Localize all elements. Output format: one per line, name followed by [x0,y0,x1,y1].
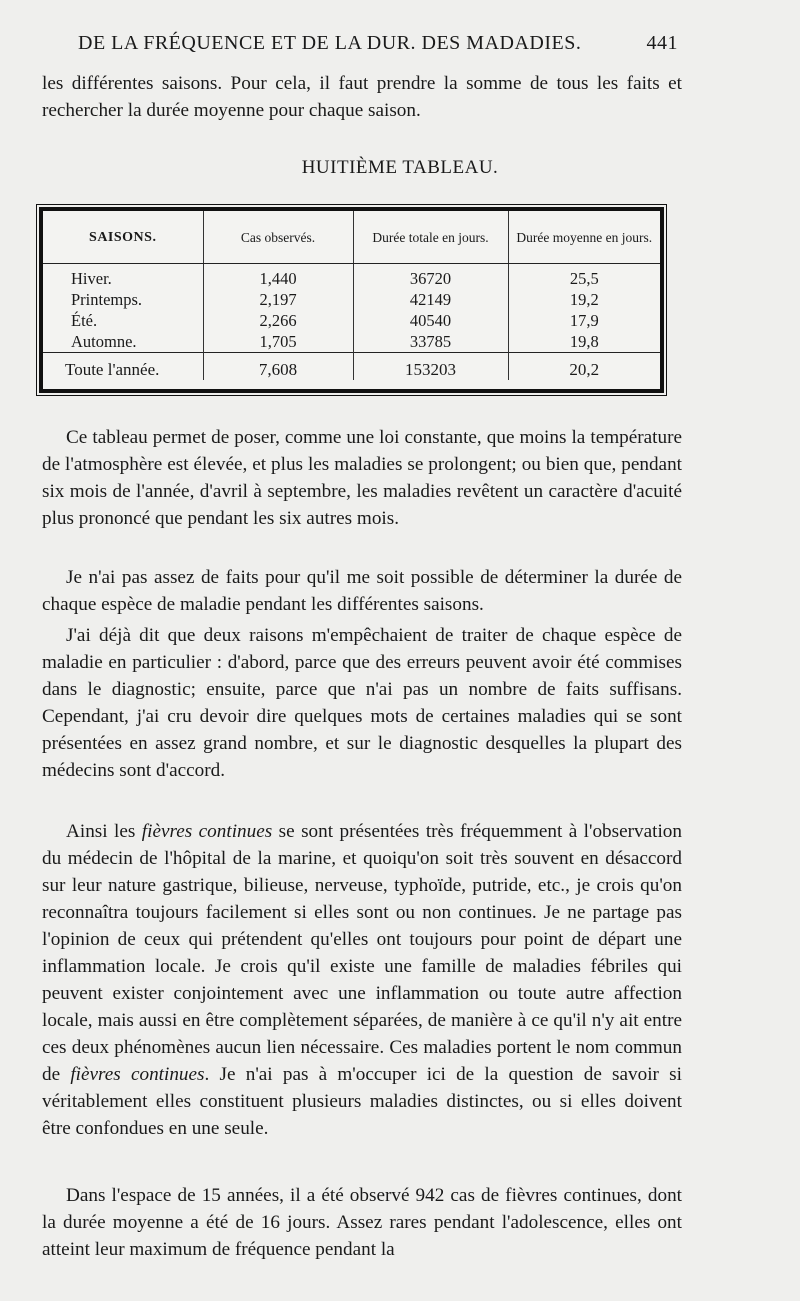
total-mean-cell: 20,2 [508,353,660,381]
column-header-cases: Cas observés. [203,211,353,264]
statistics-table-frame [39,207,664,393]
table-row [43,289,660,310]
total-cases-cell: 7,608 [203,353,353,381]
running-head [78,32,678,55]
mean-cell: 25,5 [508,264,660,290]
cases-cell: 1,705 [203,331,353,353]
column-header-seasons: SAISONS. [43,211,203,264]
paragraph-4-part-e: . Je n'ai pas à m'occuper ici de la question de savoir si véritablement elles constituent plusieurs maladies distinctes, ou si elles doivent être confondues en une seule. [42,1064,682,1139]
cases-cell: 2,197 [203,289,353,310]
mean-cell: 17,9 [508,310,660,331]
cases-cell: 1,440 [203,264,353,290]
paragraph-2: Je n'ai pas assez de faits pour qu'il me soit possible de déterminer la durée de chaque espèce de maladie pendant les différentes saisons. [42,567,682,615]
paragraph-3: J'ai déjà dit que deux raisons m'empêchaient de traiter de chaque espèce de maladie en particulier : d'abord, parce que des erreurs peuvent avoir été commises dans le diagnostic; ensuite, parce que n'ai pas un nombre de faits suffisans. Cependant, j'ai cru devoir dire quelques mots de certaines maladies qui se sont présentées en assez grand nombre, et sur le diagnostic desquelles la plupart des médecins sont d'accord. [42,625,682,781]
paragraph-4-part-a: Ainsi les [66,821,142,842]
cases-cell: 2,266 [203,310,353,331]
running-title: DE LA FRÉQUENCE ET DE LA DUR. DES MADADIES. [78,32,582,54]
season-cell: Été. [71,311,98,330]
column-header-total-duration: Durée totale en jours. [353,211,508,264]
total-cell: 40540 [353,310,508,331]
season-cell: Hiver. [71,269,112,288]
mean-cell: 19,2 [508,289,660,310]
paragraph-1: Ce tableau permet de poser, comme une loi constante, que moins la température de l'atmosphère est élevée, et plus les maladies se prolongent; ou bien que, pendant six mois de l'année, d'avril à septembre, les maladies revêtent un caractère d'acuité plus prononcé que pendant les six autres mois. [42,427,682,529]
statistics-table [43,211,660,380]
mean-cell: 19,8 [508,331,660,353]
paragraph-4-italic-term-2: fièvres continues [70,1064,205,1085]
total-label-cell: Toute l'année. [43,353,203,381]
season-cell: Automne. [71,332,137,351]
season-cell: Printemps. [71,290,143,309]
intro-paragraph: les différentes saisons. Pour cela, il faut prendre la somme de tous les faits et rechercher la durée moyenne pour chaque saison. [42,73,682,121]
paragraph-4-part-c: se sont présentées très fréquemment à l'observation du médecin de l'hôpital de la marine, et quoiqu'on soit très souvent en désaccord sur leur nature gastrique, bilieuse, nerveuse, typhoïde, putride, etc., je crois qu'on reconnaîtra toujours facilement si elles sont ou non continues. Je ne partage pas l'opinion de ceux qui prétendent qu'elles ont toujours pour point de départ une inflammation locale. Je crois qu'il existe une famille de maladies fébriles qui peuvent exister conjointement avec une inflammation ou toute autre affection locale, mais aussi en être complètement séparées, de manière à ce qu'il n'y ait entre ces deux phénomènes aucun lien nécessaire. Ces maladies portent le nom commun de [42,821,682,1085]
paragraph-4 [42,818,682,1142]
paragraph-5: Dans l'espace de 15 années, il a été observé 942 cas de fièvres continues, dont la durée moyenne a été de 16 jours. Assez rares pendant l'adolescence, elles ont atteint leur maximum de fréquence pendant la [42,1185,682,1260]
paragraph-4-italic-term: fièvres continues [141,821,273,842]
page-number: 441 [646,32,678,54]
table-row [43,310,660,331]
total-cell: 42149 [353,289,508,310]
total-cell: 36720 [353,264,508,290]
table-header-row [43,211,660,264]
total-duration-cell: 153203 [353,353,508,381]
column-header-mean-duration: Durée moyenne en jours. [508,211,660,264]
table-row [43,264,660,290]
table-title: HUITIÈME TABLEAU. [301,157,499,178]
table-row [43,331,660,353]
total-cell: 33785 [353,331,508,353]
table-total-row [43,353,660,381]
